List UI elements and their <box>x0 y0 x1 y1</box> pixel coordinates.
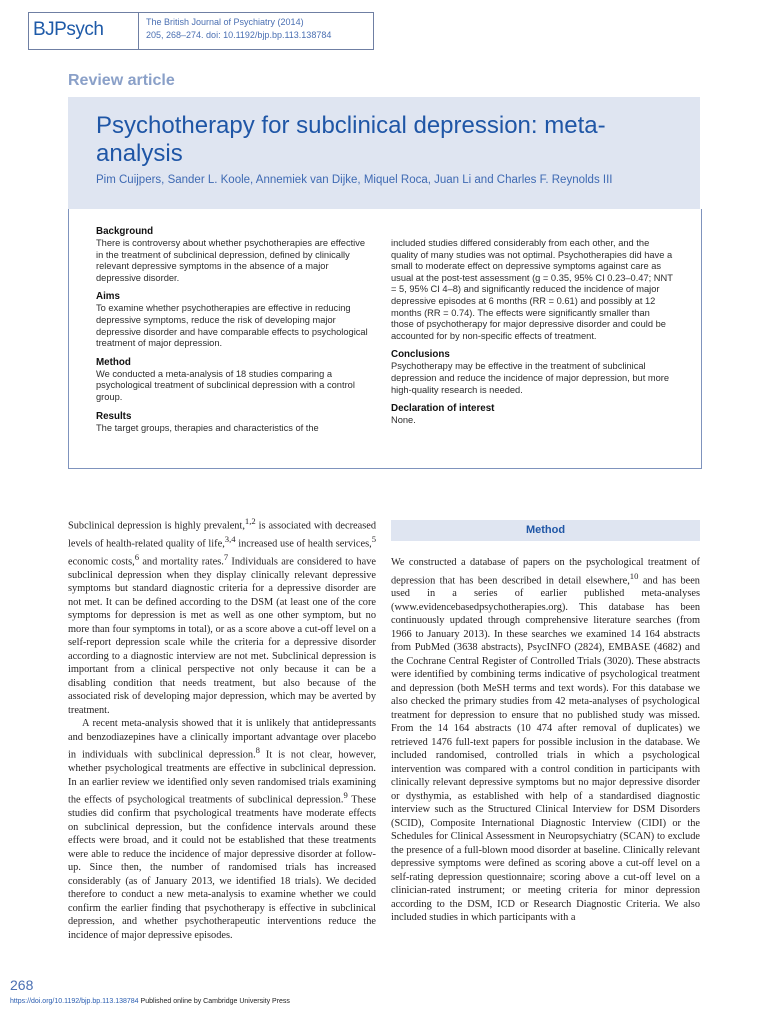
abstract-results-heading: Results <box>96 410 132 422</box>
citation-ref[interactable]: 7 <box>223 551 229 562</box>
abstract-method-heading: Method <box>96 356 131 368</box>
page-number: 268 <box>10 977 34 993</box>
citation-ref[interactable]: 1,2 <box>244 516 256 526</box>
citation-ref[interactable]: 6 <box>134 551 140 562</box>
abstract-declaration-text: None. <box>391 415 416 426</box>
abstract-background-text: There is controversy about whether psychotherapies are effective in the treatment of subclinical depression, defined by clinically relevant depressive symptoms in the absence of a major depressive disorder. <box>96 238 366 283</box>
footer-doi-link[interactable]: https://doi.org/10.1192/bjp.bp.113.138784 <box>10 998 139 1005</box>
footer-line <box>10 998 290 1005</box>
header-divider <box>138 13 139 49</box>
abstract-conclusions-heading: Conclusions <box>391 349 450 361</box>
abstract-aims-text: To examine whether psychotherapies are effective in reducing depressive symptoms, reduce the risk of developing major depressive disorder and have comparable effects to psychological treatment of major depression. <box>96 303 368 349</box>
journal-citation-line2: 205, 268–274. doi: 10.1192/bjp.bp.113.138784 <box>146 30 332 40</box>
citation-ref[interactable]: 9 <box>343 790 348 801</box>
abstract-left-column <box>96 226 368 441</box>
intro-paragraph-2: A recent meta-analysis showed that it is unlikely that antidepressants and benzodiazepines have a clinically important advantage over placebo in individuals with subclinical depression.$^8$ It is not clear, however, whether psychological treatments are effective in subclinical depression. In an earlier review we identified only seven randomised trials examining the effects of psychological treatments of subclinical depression.$^9$ These studies did confirm that psychological treatments have moderate effects on subclinical depression, but the confidence intervals around these effects were broad, and it could not be established that these treatments were able to reduce the incidence of major depressive disorder at follow-up. Since then, the number of randomised trials has increased considerably (as of January 2013, we identified 18 trials). We decided therefore to conduct a new meta-analysis to examine whether we could confirm the earlier finding that psychotherapy is effective in subclinical depression, and whether psychotherapeutic interventions reduce the incidence of major depressive episodes. <box>68 718 376 941</box>
body-right-column <box>391 556 700 925</box>
body-left-column <box>68 515 376 942</box>
abstract-results-text-end: included studies differed considerably from each other, and the quality of many studies was not optimal. Psychotherapies did have a small to moderate effect on depressive symptoms against care as usual at the post-test assessment (g = 0.35, 95% CI 0.23–0.47; NNT = 5, 95% CI 4–8) and significantly reduced the incidence of major depressive episodes at 6 months (RR = 0.61) and possibly at 12 months (RR = 0.74). The effects were significantly smaller than those of psychotherapy for major depressive disorder and could be accounted for by non-specific effects of treatment. <box>391 238 673 341</box>
intro-paragraph-1: Subclinical depression is highly prevalent,$^{1,2}$ is associated with decreased levels of health-related quality of life,$^{3,4}$ increased use of health services,$^5$ economic costs,$^6$ and mortality rates.$^7$ Individuals are considered to have subclinical depression when they display clinically relevant depressive symptoms but standard diagnostic criteria for a depressive disorder are not met. It can be defined according to the DSM (at least one of the core symptoms for depression is met as well as one other symptom, but no more than four symptoms in total), or as a score above a cut-off level on a self-report depression scale while the criteria for a depressive disorder according to a diagnostic interview are not met. Subclinical depression is important from a clinical perspective not only because it can be a disabling condition that needs treatment, but also because of the associated risk of developing major depression, which may be averted by treatment. <box>68 516 376 716</box>
method-paragraph-1: We constructed a database of papers on the psychological treatment of depression that has been described in detail elsewhere,$^{10}$ and has been used in a series of earlier published meta-analyses (www.evidencebasedpsychotherapies.org). This database has been continuously updated through comprehensive literature searches (from 1966 to January 2013). In these searches we examined 14 164 abstracts from PubMed (3638 abstracts), PsycINFO (2824), EMBASE (4682) and the Cochrane Central Register of Controlled Trials (3020). These abstracts were identified by combining terms indicative of psychological treatment and depression (both MeSH terms and text words). For this database we also checked the primary studies from 42 meta-analyses of psychological treatment for depression to ensure that no published study was missed. From the 14 164 abstracts (10 474 after removal of duplicates) we retrieved 1476 full-text papers for possible inclusion in the database. We included randomised, controlled trials in which a psychological intervention was compared with a control condition in participants with clinically relevant depressive symptoms but no major depressive disorder or dysthymia, as established with help of a standardised diagnostic interview such as the Structured Clinical Interview for DSM Disorders (SCID), Composite International Diagnostic Interview (CIDI) or the Schedules for Clinical Assessment in Neuropsychiatry (SCAN) to exclude the presence of a full-blown mood disorder at baseline. Clinically relevant depressive symptoms were defined as scoring above a cut-off level on a self-rating depression questionnaire; scoring above a cut-off level on a clinician-rated instrument; or meeting criteria for minor depression according to the DSM, ICD or Research Diagnostic Criteria. We also included studies in which participants with a <box>391 557 700 924</box>
abstract-right-column <box>391 238 673 434</box>
abstract-aims-heading: Aims <box>96 291 120 303</box>
citation-ref[interactable]: 3,4 <box>224 533 236 544</box>
journal-logo: BJPsych <box>33 19 104 40</box>
abstract-background-heading: Background <box>96 226 154 237</box>
article-type-label: Review article <box>68 72 175 89</box>
abstract-results-text-start: The target groups, therapies and characteristics of the <box>96 422 319 433</box>
abstract-declaration-heading: Declaration of interest <box>391 403 495 415</box>
abstract-conclusions-text: Psychotherapy may be effective in the treatment of subclinical depression and reduce the incidence of major depression, but more high-quality research is needed. <box>391 361 670 395</box>
article-title: Psychotherapy for subclinical depression: meta-analysis <box>96 112 606 167</box>
journal-citation <box>146 16 331 42</box>
author-list: Pim Cuijpers, Sander L. Koole, Annemiek van Dijke, Miquel Roca, Juan Li and Charles F. Reynolds III <box>96 174 613 186</box>
footer-published-text: Published online by Cambridge University Press <box>138 998 290 1005</box>
citation-ref[interactable]: 5 <box>371 533 376 544</box>
journal-citation-line1: The British Journal of Psychiatry (2014) <box>146 17 304 27</box>
method-section-heading: Method <box>391 520 700 541</box>
citation-ref[interactable]: 10 <box>629 570 639 581</box>
citation-ref[interactable]: 8 <box>255 745 260 756</box>
journal-header <box>28 12 374 50</box>
abstract-method-text: We conducted a meta-analysis of 18 studies comparing a psychological treatment of subclinical depression with a control group. <box>96 368 355 402</box>
